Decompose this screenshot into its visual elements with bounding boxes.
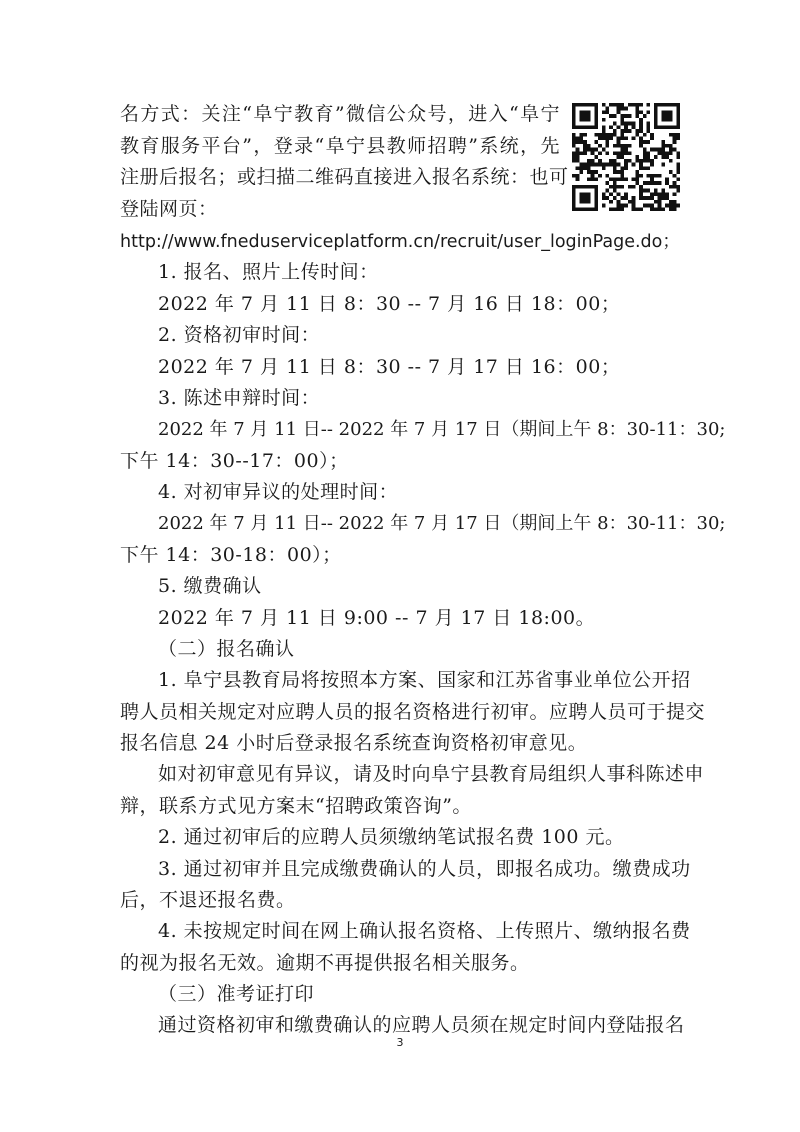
page-number: 3 bbox=[396, 1036, 404, 1049]
text-line: 2022 年 7 月 11 日 8：30 -- 7 月 17 日 16：00； bbox=[158, 356, 621, 378]
text-line: 下午 14：30--17：00）； bbox=[120, 450, 349, 472]
text-line: 3. 通过初审并且完成缴费确认的人员，即报名成功。缴费成功 bbox=[158, 858, 691, 880]
text-line: 2022 年 7 月 11 日-- 2022 年 7 月 17 日（期间上午 8：30-11：30; bbox=[158, 419, 726, 440]
text-line: 下午 14：30-18：00）； bbox=[120, 544, 342, 566]
text-line: 通过资格初审和缴费确认的应聘人员须在规定时间内登陆报名 bbox=[158, 1014, 685, 1036]
text-line: 2022 年 7 月 11 日-- 2022 年 7 月 17 日（期间上午 8：30-11：30; bbox=[158, 513, 726, 534]
text-line: 报名信息 24 小时后登录报名系统查询资格初审意见。 bbox=[120, 732, 588, 754]
url-text: http://www.fneduserviceplatform.cn/recruit/user_loginPage.do； bbox=[120, 232, 680, 252]
text-line: 后，不退还报名费。 bbox=[120, 889, 296, 911]
text-line: 登陆网页： bbox=[120, 198, 218, 220]
text-line: 教育服务平台”，登录“阜宁县教师招聘”系统，先 bbox=[120, 135, 560, 157]
text-line: 1. 报名、照片上传时间： bbox=[158, 261, 379, 283]
section-heading: （三）准考证打印 bbox=[158, 983, 315, 1005]
text-line: 2022 年 7 月 11 日 9:00 -- 7 月 17 日 18:00。 bbox=[158, 607, 596, 629]
text-line: 如对初审意见有异议，请及时向阜宁县教育局组织人事科陈述申 bbox=[158, 763, 705, 785]
text-line: 2. 资格初审时间： bbox=[158, 324, 321, 346]
text-line: 1. 阜宁县教育局将按照本方案、国家和江苏省事业单位公开招 bbox=[158, 669, 691, 691]
text-line: 辩，联系方式见方案末“招聘政策咨询”。 bbox=[120, 795, 472, 817]
text-line: 5. 缴费确认 bbox=[158, 575, 262, 597]
text-line: 3. 陈述申辩时间： bbox=[158, 387, 321, 409]
text-line: 4. 未按规定时间在网上确认报名资格、上传照片、缴纳报名费 bbox=[158, 920, 691, 942]
text-line: 2022 年 7 月 11 日 8：30 -- 7 月 16 日 18：00； bbox=[158, 293, 621, 315]
text-line: 注册后报名；或扫描二维码直接进入报名系统：也可 bbox=[120, 166, 569, 188]
qr-code-icon[interactable] bbox=[572, 103, 680, 211]
text-line: 名方式：关注“阜宁教育”微信公众号，进入“阜宁 bbox=[120, 103, 560, 125]
text-line: 4. 对初审异议的处理时间： bbox=[158, 481, 399, 503]
text-line: 2. 通过初审后的应聘人员须缴纳笔试报名费 100 元。 bbox=[158, 826, 625, 848]
text-line: 的视为报名无效。逾期不再提供报名相关服务。 bbox=[120, 952, 530, 974]
section-heading: （二）报名确认 bbox=[158, 638, 295, 660]
text-line: 聘人员相关规定对应聘人员的报名资格进行初审。应聘人员可于提交 bbox=[120, 701, 706, 723]
